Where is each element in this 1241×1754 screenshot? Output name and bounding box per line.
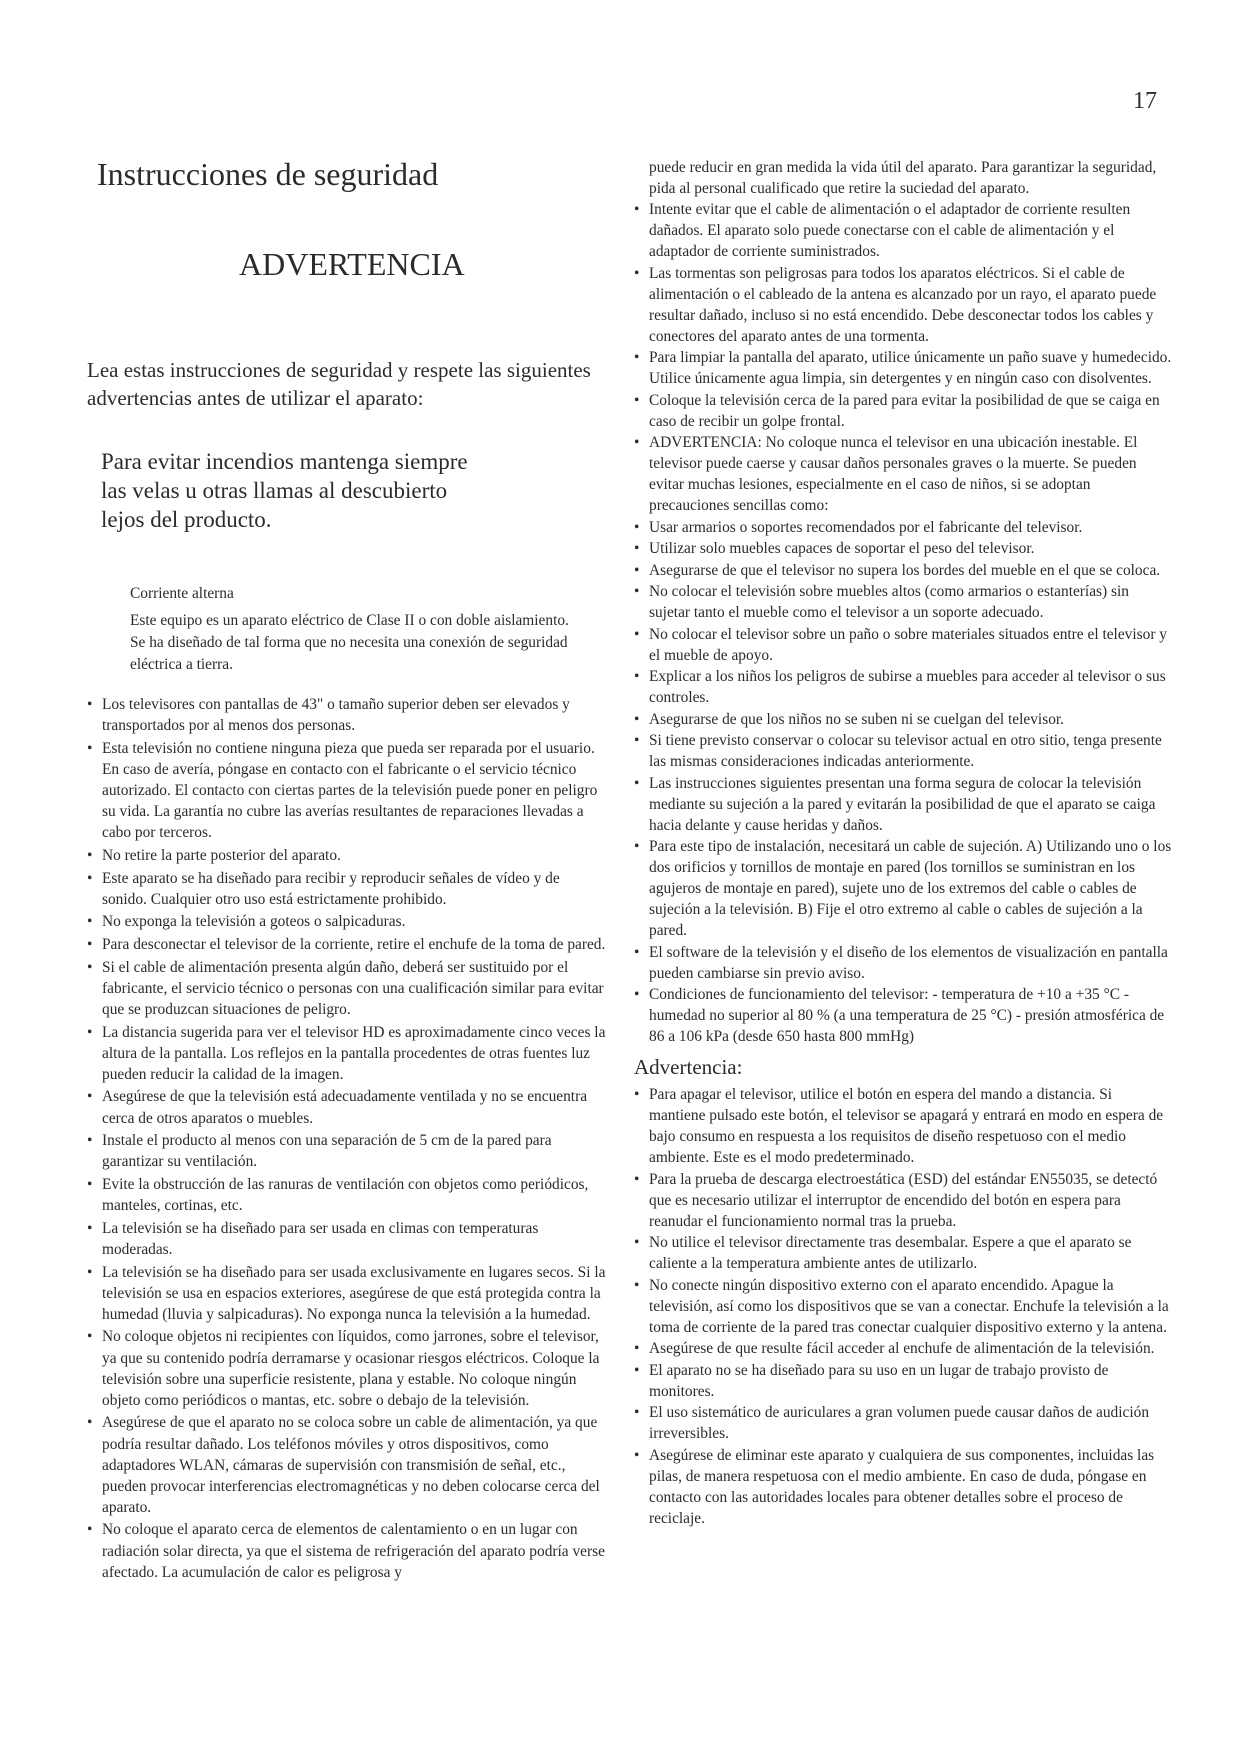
candle-warning: Para evitar incendios mantenga siempre las velas u otras llamas al descubierto lejos del producto. bbox=[101, 449, 468, 532]
list-item: • No exponga la televisión a goteos o salpicaduras. bbox=[87, 911, 607, 932]
list-item: • No colocar el televisor sobre un paño o sobre materiales situados entre el televisor y el mueble de apoyo. bbox=[634, 624, 1172, 666]
list-item: • No colocar el televisión sobre muebles altos (como armarios o estanterías) sin sujetar tanto el mueble como el televisor a un soporte adecuado. bbox=[634, 581, 1172, 623]
list-item: • El software de la televisión y el diseño de los elementos de visualización en pantalla pueden cambiarse sin previo aviso. bbox=[634, 942, 1172, 984]
advertencia-heading: Advertencia: bbox=[634, 1055, 743, 1079]
list-item: • Condiciones de funcionamiento del televisor: - temperatura de +10 a +35 °C - humedad no superior al 80 % (a una temperatura de 25 °C) - presión atmosférica de 86 a 106 kPa (desde 650 hasta 800 mmHg) bbox=[634, 984, 1172, 1047]
list-item: • Para la prueba de descarga electroestática (ESD) del estándar EN55035, se detectó que es necesario utilizar el interruptor de encendido del botón en espera para reanudar el funcionamiento normal tras la prueba. bbox=[634, 1169, 1172, 1232]
list-item: • No utilice el televisor directamente tras desembalar. Espere a que el aparato se caliente a la temperatura ambiente antes de utilizarlo. bbox=[634, 1232, 1172, 1274]
list-item: • No coloque el aparato cerca de elementos de calentamiento o en un lugar con radiación solar directa, ya que el sistema de refrigeración del aparato podría verse afectado. La acumulación de calor es peligrosa y bbox=[87, 1519, 607, 1582]
continued-text: puede reducir en gran medida la vida útil del aparato. Para garantizar la seguridad, pida al personal cualificado que retire la suciedad del aparato. bbox=[649, 159, 1157, 197]
warning-heading: ADVERTENCIA bbox=[239, 246, 465, 282]
list-item: • Para apagar el televisor, utilice el botón en espera del mando a distancia. Si mantiene pulsado este botón, el televisor se apagará y entrará en modo en espera de bajo consumo en respuesta a los requisitos de diseño respetuoso con el medio ambiente. Este es el modo predeterminado. bbox=[634, 1084, 1172, 1168]
list-item: • Asegúrese de que resulte fácil acceder al enchufe de alimentación de la televisión. bbox=[634, 1338, 1172, 1359]
list-item: • No coloque objetos ni recipientes con líquidos, como jarrones, sobre el televisor, ya que su contenido podría derramarse y ocasionar riesgos eléctricos. Coloque la televisión sobre una superficie resistente, plana y estable. No coloque ningún objeto como periódicos o mantas, etc. sobre o debajo de la televisión. bbox=[87, 1326, 607, 1410]
list-item: • Asegurarse de que el televisor no supera los bordes del mueble en el que se coloca. bbox=[634, 560, 1172, 581]
list-item: • Usar armarios o soportes recomendados por el fabricante del televisor. bbox=[634, 517, 1172, 538]
list-item: • ADVERTENCIA: No coloque nunca el televisor en una ubicación inestable. El televisor puede caerse y causar daños personales graves o la muerte. Se pueden evitar muchas lesiones, especialmente en el caso de niños, si se adoptan precauciones sencillas como: bbox=[634, 432, 1172, 516]
intro-paragraph: Lea estas instrucciones de seguridad y respete las siguientes advertencias antes de utilizar el aparato: bbox=[87, 358, 591, 410]
list-item: • Evite la obstrucción de las ranuras de ventilación con objetos como periódicos, manteles, cortinas, etc. bbox=[87, 1174, 607, 1216]
right-column bbox=[634, 157, 1172, 1529]
list-item: • Asegurarse de que los niños no se suben ni se cuelgan del televisor. bbox=[634, 709, 1172, 730]
list-item: • Asegúrese de eliminar este aparato y cualquiera de sus componentes, incluidas las pilas, de manera respetuosa con el medio ambiente. En caso de duda, póngase en contacto con las autoridades locales para obtener detalles sobre el proceso de reciclaje. bbox=[634, 1445, 1172, 1529]
page-title: Instrucciones de seguridad bbox=[97, 156, 439, 192]
ac-body: Este equipo es un aparato eléctrico de Clase II o con doble aislamiento. Se ha diseñado de tal forma que no necesita una conexión de seguridad eléctrica a tierra. bbox=[130, 612, 569, 673]
list-item: • La televisión se ha diseñado para ser usada en climas con temperaturas moderadas. bbox=[87, 1218, 607, 1260]
list-item: • La distancia sugerida para ver el televisor HD es aproximadamente cinco veces la altura de la pantalla. Los reflejos en la pantalla procedentes de otras fuentes luz pueden reducir la calidad de la imagen. bbox=[87, 1022, 607, 1085]
left-safety-list bbox=[87, 694, 607, 1584]
list-item: • La televisión se ha diseñado para ser usada exclusivamente en lugares secos. Si la televisión se usa en espacios exteriores, asegúrese de que está protegida contra la humedad (lluvia y salpicaduras). No exponga nunca la televisión a la humedad. bbox=[87, 1262, 607, 1325]
list-item: • Para desconectar el televisor de la corriente, retire el enchufe de la toma de pared. bbox=[87, 934, 607, 955]
list-item: • Intente evitar que el cable de alimentación o el adaptador de corriente resulten dañados. El aparato solo puede conectarse con el cable de alimentación y el adaptador de corriente suministrados. bbox=[634, 199, 1172, 262]
list-item: • Si el cable de alimentación presenta algún daño, deberá ser sustituido por el fabricante, el servicio técnico o personas con una cualificación similar para evitar que se produzcan situaciones de peligro. bbox=[87, 957, 607, 1020]
list-item: • Asegúrese de que la televisión está adecuadamente ventilada y no se encuentra cerca de otros aparatos o muebles. bbox=[87, 1086, 607, 1128]
list-item: • Instale el producto al menos con una separación de 5 cm de la pared para garantizar su ventilación. bbox=[87, 1130, 607, 1172]
right-safety-list bbox=[634, 199, 1172, 1047]
list-item: • Esta televisión no contiene ninguna pieza que pueda ser reparada por el usuario. En caso de avería, póngase en contacto con el fabricante o el servicio técnico autorizado. El contacto con ciertas partes de la televisión puede poner en peligro su vida. La garantía no cubre las averías resultantes de reparaciones llevadas a cabo por terceros. bbox=[87, 738, 607, 843]
advertencia-list bbox=[634, 1084, 1172, 1529]
list-item: • El aparato no se ha diseñado para su uso en un lugar de trabajo provisto de monitores. bbox=[634, 1360, 1172, 1402]
list-item: • No conecte ningún dispositivo externo con el aparato encendido. Apague la televisión, así como los dispositivos que se van a conectar. Enchufe la televisión a la toma de corriente de la pared tras conectar cualquier dispositivo externo y la antena. bbox=[634, 1275, 1172, 1338]
list-item: • Las tormentas son peligrosas para todos los aparatos eléctricos. Si el cable de alimentación o el cableado de la antena es alcanzado por un rayo, el aparato puede resultar dañado, incluso si no está encendido. Debe desconectar todos los cables y conectores del aparato antes de una tormenta. bbox=[634, 263, 1172, 347]
list-item: • Las instrucciones siguientes presentan una forma segura de colocar la televisión mediante su sujeción a la pared y evitarán la posibilidad de que el aparato se caiga hacia delante y cause heridas y daños. bbox=[634, 773, 1172, 836]
list-item: • Este aparato se ha diseñado para recibir y reproducir señales de vídeo y de sonido. Cualquier otro uso está estrictamente prohibido. bbox=[87, 868, 607, 910]
list-item: • Asegúrese de que el aparato no se coloca sobre un cable de alimentación, ya que podría resultar dañado. Los teléfonos móviles y otros dispositivos, como adaptadores WLAN, cámaras de supervisión con transmisión de señal, etc., pueden provocar interferencias electromagnéticas y no deben colocarse cerca del aparato. bbox=[87, 1412, 607, 1517]
list-item: • No retire la parte posterior del aparato. bbox=[87, 845, 607, 866]
list-item: • Utilizar solo muebles capaces de soportar el peso del televisor. bbox=[634, 538, 1172, 559]
list-item: • Para limpiar la pantalla del aparato, utilice únicamente un paño suave y humedecido. Utilice únicamente agua limpia, sin detergentes y en ningún caso con disolventes. bbox=[634, 347, 1172, 389]
list-item: • Los televisores con pantallas de 43" o tamaño superior deben ser elevados y transportados por al menos dos personas. bbox=[87, 694, 607, 736]
page-number: 17 bbox=[1133, 88, 1157, 114]
list-item: • Para este tipo de instalación, necesitará un cable de sujeción. A) Utilizando uno o los dos orificios y tornillos de montaje en pared (los tornillos se suministran en los agujeros de montaje en pared), sujete uno de los extremos del cable o cables de sujeción a la televisión. B) Fije el otro extremo al cable o cables de sujeción a la pared. bbox=[634, 836, 1172, 941]
list-item: • Coloque la televisión cerca de la pared para evitar la posibilidad de que se caiga en caso de recibir un golpe frontal. bbox=[634, 390, 1172, 432]
ac-title: Corriente alterna bbox=[130, 585, 234, 602]
list-item: • Si tiene previsto conservar o colocar su televisor actual en otro sitio, tenga presente las mismas consideraciones indicadas anteriormente. bbox=[634, 730, 1172, 772]
list-item: • El uso sistemático de auriculares a gran volumen puede causar daños de audición irreversibles. bbox=[634, 1402, 1172, 1444]
list-item: • Explicar a los niños los peligros de subirse a muebles para acceder al televisor o sus controles. bbox=[634, 666, 1172, 708]
